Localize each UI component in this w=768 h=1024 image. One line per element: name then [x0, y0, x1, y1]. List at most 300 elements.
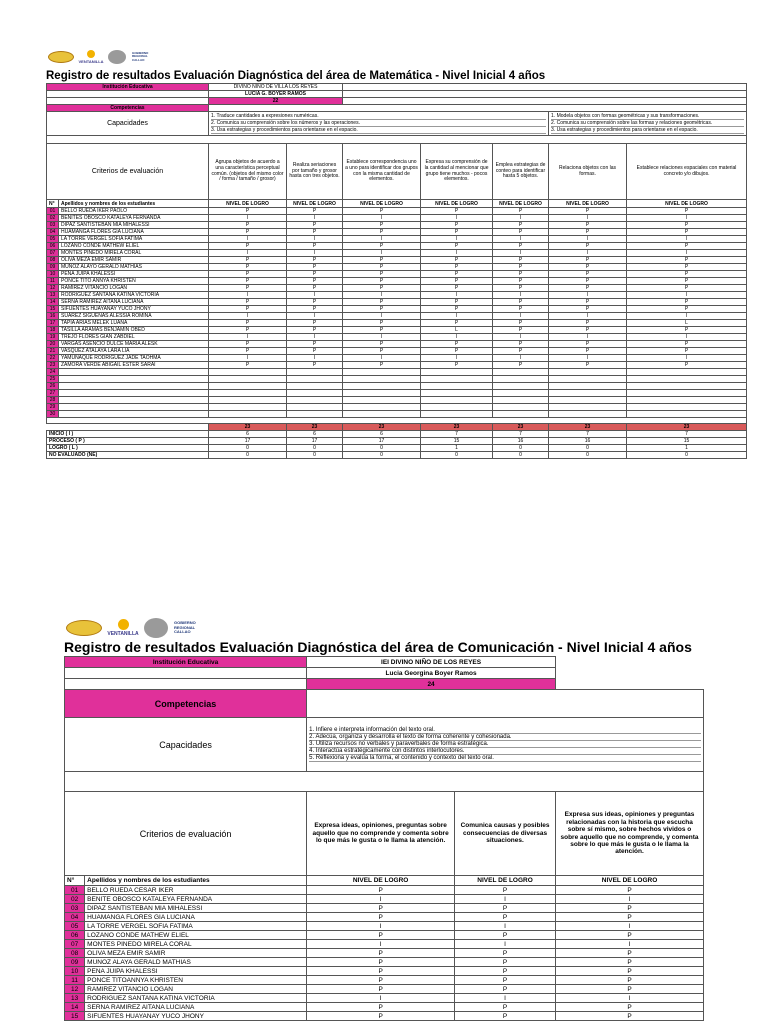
seal-icon [144, 618, 168, 638]
level-cell: P [493, 257, 549, 264]
level-cell: P [287, 222, 343, 229]
level-header: NIVEL DE LOGRO [343, 200, 421, 208]
capacidades-right [549, 112, 747, 136]
criterios-label: Criterios de evaluación [47, 144, 209, 200]
blank-cell [287, 383, 343, 390]
capacidades-list [307, 718, 704, 772]
student-row [65, 958, 704, 967]
level-cell: P [307, 1012, 455, 1021]
level-cell: P [556, 949, 704, 958]
count-value: 22 [209, 98, 343, 105]
student-number: 14 [47, 299, 59, 306]
level-cell: I [343, 334, 421, 341]
blank-cell [59, 383, 209, 390]
student-number: 12 [47, 285, 59, 292]
level-cell: P [343, 264, 421, 271]
level-cell: I [627, 355, 747, 362]
level-cell: P [209, 362, 287, 369]
level-cell: I [421, 250, 493, 257]
level-cell: P [209, 327, 287, 334]
level-cell: P [549, 320, 627, 327]
level-cell: P [627, 341, 747, 348]
level-cell: I [343, 236, 421, 243]
level-cell: P [209, 320, 287, 327]
summary-row [47, 438, 747, 445]
summary-row [47, 431, 747, 438]
level-cell: P [455, 886, 556, 895]
capacidad-item: 1. Infiere e interpreta información del texto oral. [309, 727, 701, 734]
blank-cell [343, 404, 421, 411]
criterios-label: Criterios de evaluación [65, 792, 307, 876]
capacidad-item: 5. Reflexiona y evalúa la forma, el contenido y contexto del texto oral. [309, 755, 701, 762]
header-row [47, 200, 747, 208]
level-cell: I [209, 355, 287, 362]
blank-cell [343, 91, 747, 98]
level-cell: I [343, 292, 421, 299]
student-name: HUAMANGA FLORES GIA LUCIANA [59, 229, 209, 236]
ventanilla-logo-icon: VENTANILLA [80, 48, 102, 66]
blank-cell [421, 397, 493, 404]
level-cell: P [627, 299, 747, 306]
blank-cell [343, 390, 421, 397]
level-cell: I [209, 313, 287, 320]
level-cell: P [343, 271, 421, 278]
criterion-cell: Expresa sus ideas, opiniones y preguntas relacionadas con la historia que escucha sobre sí mismo, sobre hechos vividos o sobre aquello que no comprende, y comenta sobre lo que más le gusta o le llama la atención. [556, 792, 704, 876]
criteria-row [65, 792, 704, 876]
blank-cell [556, 679, 704, 690]
level-cell: P [421, 271, 493, 278]
total-cell: 23 [627, 424, 747, 431]
level-cell: P [421, 362, 493, 369]
level-cell: I [627, 250, 747, 257]
level-cell: P [556, 985, 704, 994]
blank-cell [287, 411, 343, 418]
level-cell: P [287, 285, 343, 292]
count-row [47, 98, 747, 105]
institution-label: Institución Educativa [47, 84, 209, 91]
n-header: N° [47, 200, 59, 208]
student-name: LOZANO CONDE MATHEW ELIEL [59, 243, 209, 250]
summary-label: LOGRO ( L ) [47, 445, 209, 452]
blank-cell [421, 383, 493, 390]
blank-cell [493, 369, 549, 376]
blank-cell [549, 390, 627, 397]
level-cell: P [627, 257, 747, 264]
summary-value: 0 [493, 452, 549, 459]
institution-value: IEI DIVINO NIÑO DE LOS REYES [307, 657, 556, 668]
level-cell: I [556, 895, 704, 904]
competencias-value [209, 105, 747, 112]
blank-cell [627, 397, 747, 404]
student-row [47, 348, 747, 355]
blank-cell [209, 397, 287, 404]
level-cell: P [549, 222, 627, 229]
level-cell: I [421, 292, 493, 299]
blank-cell [287, 369, 343, 376]
totals-row [47, 424, 747, 431]
level-cell: P [287, 341, 343, 348]
level-header: NIVEL DE LOGRO [421, 200, 493, 208]
student-name: PONCE TITO ANNYA KHRISTEN [59, 278, 209, 285]
level-cell: P [493, 278, 549, 285]
student-name: YAMUNAQUE RODRIGUEZ JADE TAOHMA [59, 355, 209, 362]
student-number: 18 [47, 327, 59, 334]
blank-cell [287, 390, 343, 397]
level-header: NIVEL DE LOGRO [549, 200, 627, 208]
student-number: 03 [47, 222, 59, 229]
level-cell: P [493, 229, 549, 236]
student-row [65, 1012, 704, 1021]
level-cell: P [627, 264, 747, 271]
student-row [47, 278, 747, 285]
level-cell: P [343, 229, 421, 236]
level-cell: I [307, 940, 455, 949]
student-number: 04 [47, 229, 59, 236]
blank-cell [47, 98, 209, 105]
student-number: 06 [65, 931, 85, 940]
summary-value: 7 [549, 431, 627, 438]
level-cell: P [421, 264, 493, 271]
n-header: N° [65, 876, 85, 886]
student-row [47, 229, 747, 236]
level-cell: P [549, 264, 627, 271]
level-cell: I [421, 313, 493, 320]
gobierno-regional-logo-icon: GOBIERNO REGIONAL CALLAO [132, 51, 149, 62]
total-cell: 23 [343, 424, 421, 431]
blank-cell [421, 376, 493, 383]
level-cell: I [556, 940, 704, 949]
level-cell: P [493, 341, 549, 348]
level-cell: I [549, 292, 627, 299]
level-cell: P [627, 362, 747, 369]
total-cell: 23 [493, 424, 549, 431]
level-cell: P [493, 362, 549, 369]
total-cell: 23 [421, 424, 493, 431]
level-cell: I [493, 250, 549, 257]
student-name: MUNOZ ALAYO GERALD MATHIAS [59, 264, 209, 271]
student-name: SIFUENTES HUAYANAY YUCO JHONY [59, 306, 209, 313]
summary-value: 0 [627, 452, 747, 459]
level-cell: P [287, 264, 343, 271]
capacidades-row [47, 112, 747, 136]
student-name: RODRIGUEZ SANTANA KATINA VICTORIA [85, 994, 307, 1003]
criterion-cell: Emplea estrategias de conteo para identificar hasta 5 objetos. [493, 144, 549, 200]
level-cell: I [343, 250, 421, 257]
level-cell: I [627, 236, 747, 243]
summary-value: 0 [209, 452, 287, 459]
register-1-table [46, 83, 747, 459]
level-cell: P [627, 306, 747, 313]
level-cell: I [209, 334, 287, 341]
student-name: TASILLA ARAMAS BENJAMIN OBED [59, 327, 209, 334]
competencias-value [307, 690, 704, 718]
blank-cell [65, 772, 704, 792]
level-cell: I [549, 236, 627, 243]
level-cell: P [287, 278, 343, 285]
blank-cell [47, 91, 209, 98]
level-cell: P [493, 271, 549, 278]
level-cell: I [307, 895, 455, 904]
student-number: 13 [47, 292, 59, 299]
level-cell: P [627, 278, 747, 285]
summary-value: 6 [209, 431, 287, 438]
blank-cell [343, 84, 747, 91]
level-cell: P [556, 931, 704, 940]
student-number: 12 [65, 985, 85, 994]
level-cell: I [549, 215, 627, 222]
level-cell: I [627, 292, 747, 299]
names-header: Apellidos y nombres de los estudiantes [59, 200, 209, 208]
student-name: SERNA RAMIREZ AITANA LUCIANA [85, 1003, 307, 1012]
student-number: 11 [65, 976, 85, 985]
level-cell: P [343, 222, 421, 229]
summary-row [47, 452, 747, 459]
summary-row [47, 445, 747, 452]
level-cell: I [343, 355, 421, 362]
spacer-row [65, 772, 704, 792]
level-cell: P [556, 1003, 704, 1012]
summary-value: 16 [493, 438, 549, 445]
level-cell: P [209, 222, 287, 229]
student-number: 02 [47, 215, 59, 222]
level-cell: P [421, 229, 493, 236]
blank-cell [209, 411, 287, 418]
student-number: 26 [47, 383, 59, 390]
student-name: BENITES OBOSCO KATALEYA FERNANDA [59, 215, 209, 222]
level-cell: P [343, 299, 421, 306]
names-header: Apellidos y nombres de los estudiantes [85, 876, 307, 886]
summary-value: 1 [627, 445, 747, 452]
level-cell: P [343, 278, 421, 285]
student-number: 30 [47, 411, 59, 418]
level-cell: I [343, 215, 421, 222]
school-logo-icon [48, 51, 74, 63]
level-cell: P [421, 257, 493, 264]
student-name: PENA JUIPA KHALESSI [59, 271, 209, 278]
blank-cell [343, 383, 421, 390]
student-number: 22 [47, 355, 59, 362]
level-cell: P [343, 208, 421, 215]
empty-row [47, 404, 747, 411]
level-cell: P [421, 222, 493, 229]
level-cell: P [455, 976, 556, 985]
student-number: 01 [47, 208, 59, 215]
level-cell: P [455, 931, 556, 940]
criterion-cell: Relaciona objetos con las formas. [549, 144, 627, 200]
blank-cell [287, 376, 343, 383]
competencias-label: Competencias [65, 690, 307, 718]
capacidades-left [209, 112, 549, 136]
student-row [47, 327, 747, 334]
level-cell: P [493, 243, 549, 250]
capacidades-row [65, 718, 704, 772]
student-number: 29 [47, 404, 59, 411]
level-header: NIVEL DE LOGRO [209, 200, 287, 208]
blank-cell [343, 369, 421, 376]
level-cell: I [287, 236, 343, 243]
level-cell: P [287, 320, 343, 327]
student-number: 21 [47, 348, 59, 355]
student-number: 09 [47, 264, 59, 271]
empty-row [47, 369, 747, 376]
level-cell: I [549, 250, 627, 257]
summary-value: 0 [549, 452, 627, 459]
blank-cell [549, 383, 627, 390]
level-cell: I [455, 940, 556, 949]
blank-cell [65, 668, 307, 679]
student-row [65, 967, 704, 976]
level-cell: P [455, 1012, 556, 1021]
level-cell: I [421, 355, 493, 362]
criterion-cell: Agrupa objetos de acuerdo a una característica perceptual común. (objetos del mismo color / forma / tamaño / grosor) [209, 144, 287, 200]
blank-cell [627, 383, 747, 390]
level-cell: P [556, 1012, 704, 1021]
level-cell: P [556, 886, 704, 895]
student-name: ZAMORA VERDE ABIGAIL ESTER SARAI [59, 362, 209, 369]
student-number: 01 [65, 886, 85, 895]
student-name: LA TORRE VERGEL SOFIA FATIMA [59, 236, 209, 243]
level-cell: P [421, 348, 493, 355]
competencias-label: Competencias [47, 105, 209, 112]
logos-header-2 [66, 616, 196, 640]
level-header: NIVEL DE LOGRO [627, 200, 747, 208]
teacher-row [47, 91, 747, 98]
level-cell: I [556, 994, 704, 1003]
student-number: 25 [47, 376, 59, 383]
level-cell: P [627, 271, 747, 278]
level-cell: P [287, 271, 343, 278]
level-cell: P [493, 348, 549, 355]
level-cell: P [556, 976, 704, 985]
summary-value: 7 [627, 431, 747, 438]
student-name: LA TORRE VERGEL SOFIA FATIMA [85, 922, 307, 931]
student-row [47, 341, 747, 348]
level-cell: P [209, 285, 287, 292]
level-cell: P [455, 949, 556, 958]
student-row [65, 886, 704, 895]
student-name: PONCE TITOANNYA KHRISTEN [85, 976, 307, 985]
level-cell: P [455, 958, 556, 967]
student-name: SERNA RAMIREZ AITANA LUCIANA [59, 299, 209, 306]
level-cell: P [209, 348, 287, 355]
summary-value: 6 [287, 431, 343, 438]
level-cell: I [287, 250, 343, 257]
student-name: SUAREZ SIGUENAS ALESSIA ROMINA [59, 313, 209, 320]
level-cell: I [493, 355, 549, 362]
student-row [47, 334, 747, 341]
level-cell: P [549, 327, 627, 334]
level-cell: P [493, 222, 549, 229]
student-row [47, 250, 747, 257]
level-cell: I [307, 922, 455, 931]
level-cell: P [209, 306, 287, 313]
level-cell: P [307, 904, 455, 913]
blank-cell [627, 376, 747, 383]
student-name: DIPAZ SANTISTEBAN MIA MIHALESSI [59, 222, 209, 229]
blank-cell [493, 376, 549, 383]
student-row [47, 313, 747, 320]
level-cell: P [549, 243, 627, 250]
level-header: NIVEL DE LOGRO [493, 200, 549, 208]
seal-icon [108, 50, 126, 64]
capacidad-item: 1. Modela objetos con formas geométricas y sus transformaciones. [551, 113, 744, 120]
register-2-table [64, 656, 704, 1021]
criterion-cell: Realiza seriaciones por tamaño y grosor hasta con tres objetos. [287, 144, 343, 200]
level-cell: P [549, 271, 627, 278]
level-cell: P [343, 243, 421, 250]
capacidad-item: 3. Utiliza recursos no verbales y paraverbales de forma estratégica. [309, 741, 701, 748]
blank-cell [627, 404, 747, 411]
blank-cell [209, 390, 287, 397]
level-cell: P [421, 243, 493, 250]
criterion-cell: Expresa ideas, opiniones, preguntas sobre aquello que no comprende y comenta sobre lo que más le gusta o le llama la atención. [307, 792, 455, 876]
level-cell: I [493, 236, 549, 243]
student-number: 28 [47, 397, 59, 404]
blank-cell [627, 369, 747, 376]
student-name: PENA JUIPA KHALESSI [85, 967, 307, 976]
empty-row [47, 397, 747, 404]
student-name: SIFUENTES HUAYANAY YUCO JHONY [85, 1012, 307, 1021]
level-cell: P [493, 320, 549, 327]
summary-value: 17 [209, 438, 287, 445]
summary-value: 7 [421, 431, 493, 438]
total-cell: 23 [549, 424, 627, 431]
level-cell: P [455, 1003, 556, 1012]
spacer-row [47, 136, 747, 144]
criterion-cell: Establece correspondencia uno a uno para identificar dos grupos con la misma cantidad de elementos. [343, 144, 421, 200]
level-cell: I [627, 313, 747, 320]
level-cell: L [421, 327, 493, 334]
blank-cell [59, 390, 209, 397]
blank-cell [556, 668, 704, 679]
level-cell: I [343, 313, 421, 320]
level-cell: P [421, 299, 493, 306]
institution-value: DIVINO NIÑO DE VILLA LOS REYES [209, 84, 343, 91]
level-cell: P [455, 913, 556, 922]
student-row [47, 236, 747, 243]
count-row [65, 679, 704, 690]
summary-label: INICIO ( I ) [47, 431, 209, 438]
level-header: NIVEL DE LOGRO [556, 876, 704, 886]
blank-cell [493, 397, 549, 404]
level-cell: P [209, 257, 287, 264]
student-name: VARGAS ASENCIO DULCE MARIA ALESK [59, 341, 209, 348]
level-cell: P [287, 327, 343, 334]
level-cell: I [421, 236, 493, 243]
student-number: 03 [65, 904, 85, 913]
blank-cell [47, 136, 747, 144]
student-name: OLIVA MEZA EMIR SAMIR [59, 257, 209, 264]
level-cell: P [556, 967, 704, 976]
level-cell: P [343, 327, 421, 334]
capacidad-item: 3. Usa estrategias y procedimientos para orientarse en el espacio. [551, 127, 744, 134]
summary-value: 17 [343, 438, 421, 445]
summary-value: 17 [287, 438, 343, 445]
level-cell: P [421, 208, 493, 215]
blank-cell [493, 404, 549, 411]
student-row [47, 243, 747, 250]
level-cell: P [307, 913, 455, 922]
blank-cell [343, 376, 421, 383]
blank-cell [209, 376, 287, 383]
summary-label: NO EVALUADO (NE) [47, 452, 209, 459]
blank-cell [549, 397, 627, 404]
summary-value: 0 [549, 445, 627, 452]
register-2-title: Registro de resultados Evaluación Diagnóstica del área de Comunicación - Nivel Inicial 4 años [64, 639, 692, 655]
level-cell: I [455, 895, 556, 904]
level-cell: P [627, 229, 747, 236]
level-cell: I [209, 215, 287, 222]
